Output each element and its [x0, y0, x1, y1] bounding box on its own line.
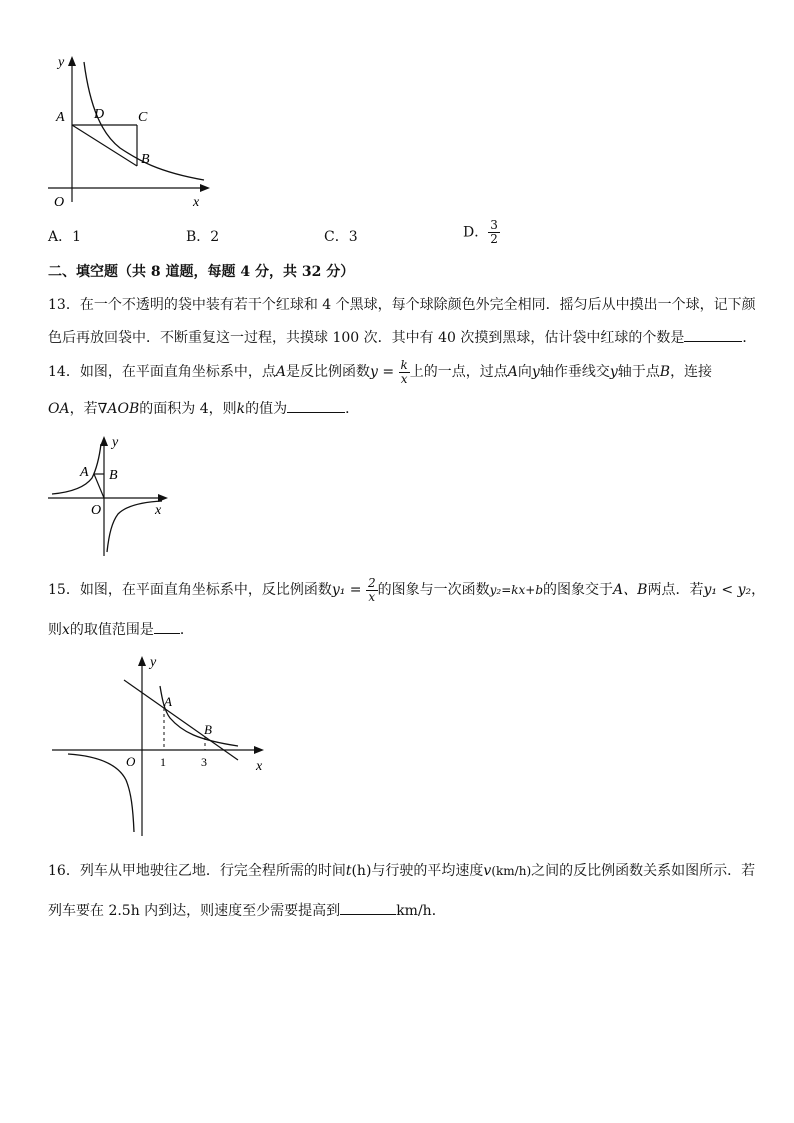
q14-answer-blank: [287, 398, 345, 413]
label-b: B: [141, 152, 150, 167]
section-title: 二、填空题（共 8 道题，每题 4 分，共 32 分）: [48, 264, 355, 280]
q16-v: v: [483, 863, 492, 879]
q15-tick-1: 1: [160, 755, 166, 769]
q14-point-a2: A: [507, 364, 518, 380]
q15-p2: 的图象与一次函数: [377, 582, 490, 598]
q14-k2: k: [236, 401, 246, 417]
q15-label-y: y: [150, 655, 157, 670]
q15-frac-den: x: [368, 589, 376, 604]
q15-label-a: A: [164, 694, 172, 709]
option-d-den: 2: [490, 232, 498, 246]
option-d-num: 3: [490, 218, 498, 232]
q16-answer-blank: [340, 900, 396, 915]
q15-compare: y₁ < y₂: [703, 582, 752, 598]
q13-line1: 13．在一个不透明的袋中装有若干个红球和 4 个黑球，每个球除颜色外完全相同．摇匀后从中摸出一个球，记下颜: [48, 297, 756, 313]
q13-end: ．: [742, 330, 757, 346]
q14-line1: [48, 355, 712, 389]
q14-p10: 的值为: [245, 401, 288, 417]
q15-line2a: 则: [48, 622, 62, 638]
q14-p1: 14．如图，在平面直角坐标系中，点: [48, 364, 276, 380]
q14-label-x: x: [155, 503, 162, 518]
label-d: D: [94, 107, 105, 122]
q15-line2: [48, 619, 194, 639]
q13-line2: [48, 327, 756, 347]
q14-p6: 轴于点: [617, 364, 660, 380]
q14-p4: 向: [517, 364, 532, 380]
q16-kmh: (km/h): [491, 864, 532, 878]
q15-label-o: O: [126, 754, 136, 769]
q15-line: [124, 680, 238, 760]
q15-answer-blank: [154, 619, 180, 634]
q15-p3: 的图象交于: [543, 582, 614, 598]
q14-segment-ao: [94, 474, 104, 498]
label-y: y: [58, 55, 65, 70]
q15-frac-num: 2: [367, 575, 376, 590]
q14-label-b: B: [109, 468, 118, 483]
option-d-fraction: [488, 219, 500, 246]
q14-frac-k: k: [400, 357, 408, 372]
q14-fraction: [399, 359, 410, 386]
q15-p1: 15．如图，在平面直角坐标系中，反比例函数: [48, 582, 332, 598]
q12-figure: [40, 48, 220, 216]
label-o: O: [54, 195, 65, 210]
q14-p9: 的面积为 4，则: [139, 401, 237, 417]
q14-p7: ，连接: [670, 364, 713, 380]
q14-p8: ，若: [69, 401, 98, 417]
q14-label-y: y: [112, 435, 119, 450]
q15-tick-3: 3: [201, 755, 207, 769]
q15-x: x: [62, 622, 70, 638]
q15-fraction: [366, 577, 378, 604]
y-axis-arrow: [68, 56, 76, 66]
q14-p2: 是反比例函数: [285, 364, 370, 380]
q16-p2: 与行驶的平均速度: [371, 863, 484, 879]
q15-line1: [48, 573, 765, 607]
q14-triangle: ∇AOB: [97, 401, 140, 417]
q14-label-a: A: [80, 465, 89, 480]
q14-eq: =: [377, 364, 399, 380]
label-a: A: [56, 110, 65, 125]
q16-p3: 之间的反比例函数关系如图所示．若: [531, 863, 756, 879]
x-axis-arrow: [200, 184, 210, 192]
label-c: C: [138, 110, 148, 125]
q14-axis-y2: y: [609, 364, 618, 380]
q16-line2a: 列车要在 2.5h 内到达，则速度至少需要提高到: [48, 903, 341, 919]
q14-axis-y1: y: [531, 364, 540, 380]
q14-func-y: y: [369, 364, 378, 380]
q15-curve-left: [68, 754, 134, 832]
q14-line2: [48, 398, 359, 418]
q15-p4: 两点．若: [647, 582, 704, 598]
q16-t: t: [345, 863, 352, 879]
q14-p5: 轴作垂线交: [539, 364, 610, 380]
q14-point-a: A: [275, 364, 286, 380]
q15-y-axis-arrow: [138, 656, 146, 666]
q14-frac-x: x: [400, 371, 408, 386]
q14-curve-left: [52, 444, 101, 494]
option-c: C．3: [324, 229, 358, 245]
q14-figure: [44, 430, 174, 562]
q15-y2: y₂=kx+b: [489, 583, 544, 597]
option-b: B．2: [186, 229, 220, 245]
label-x: x: [193, 195, 200, 210]
option-d: [463, 219, 500, 246]
option-d-label: D．: [463, 224, 489, 241]
q14-end: ．: [345, 401, 360, 417]
q15-p5: ，: [751, 582, 766, 598]
q15-end: ．: [179, 622, 194, 638]
q14-curve-right: [107, 501, 162, 552]
q16-p1: 16．列车从甲地驶往乙地．行完全程所需的时间: [48, 863, 346, 879]
option-a: A．1: [48, 229, 82, 245]
q15-label-b: B: [204, 722, 212, 737]
q14-p3: 上的一点，过点: [409, 364, 508, 380]
q15-points: A、B: [613, 582, 648, 598]
q15-x-axis-arrow: [254, 746, 264, 754]
q14-oa: OA: [48, 401, 70, 417]
q16-h: (h): [351, 863, 372, 879]
q16-line1: [48, 862, 755, 880]
q15-line2b: 的取值范围是: [69, 622, 154, 638]
q13-answer-blank: [684, 327, 742, 342]
q15-label-x: x: [256, 759, 263, 774]
q15-y1: y₁ =: [331, 582, 366, 598]
q14-point-b: B: [659, 364, 671, 380]
q16-end: ．: [431, 903, 446, 919]
q13-line2-text: 色后再放回袋中．不断重复这一过程，共摸球 100 次．其中有 40 次摸到黑球，估计袋中红球的个数是: [48, 330, 685, 346]
q15-figure: [48, 648, 274, 840]
q16-unit: km/h: [396, 903, 432, 919]
q14-label-o: O: [91, 503, 102, 518]
q16-line2: [48, 900, 446, 920]
